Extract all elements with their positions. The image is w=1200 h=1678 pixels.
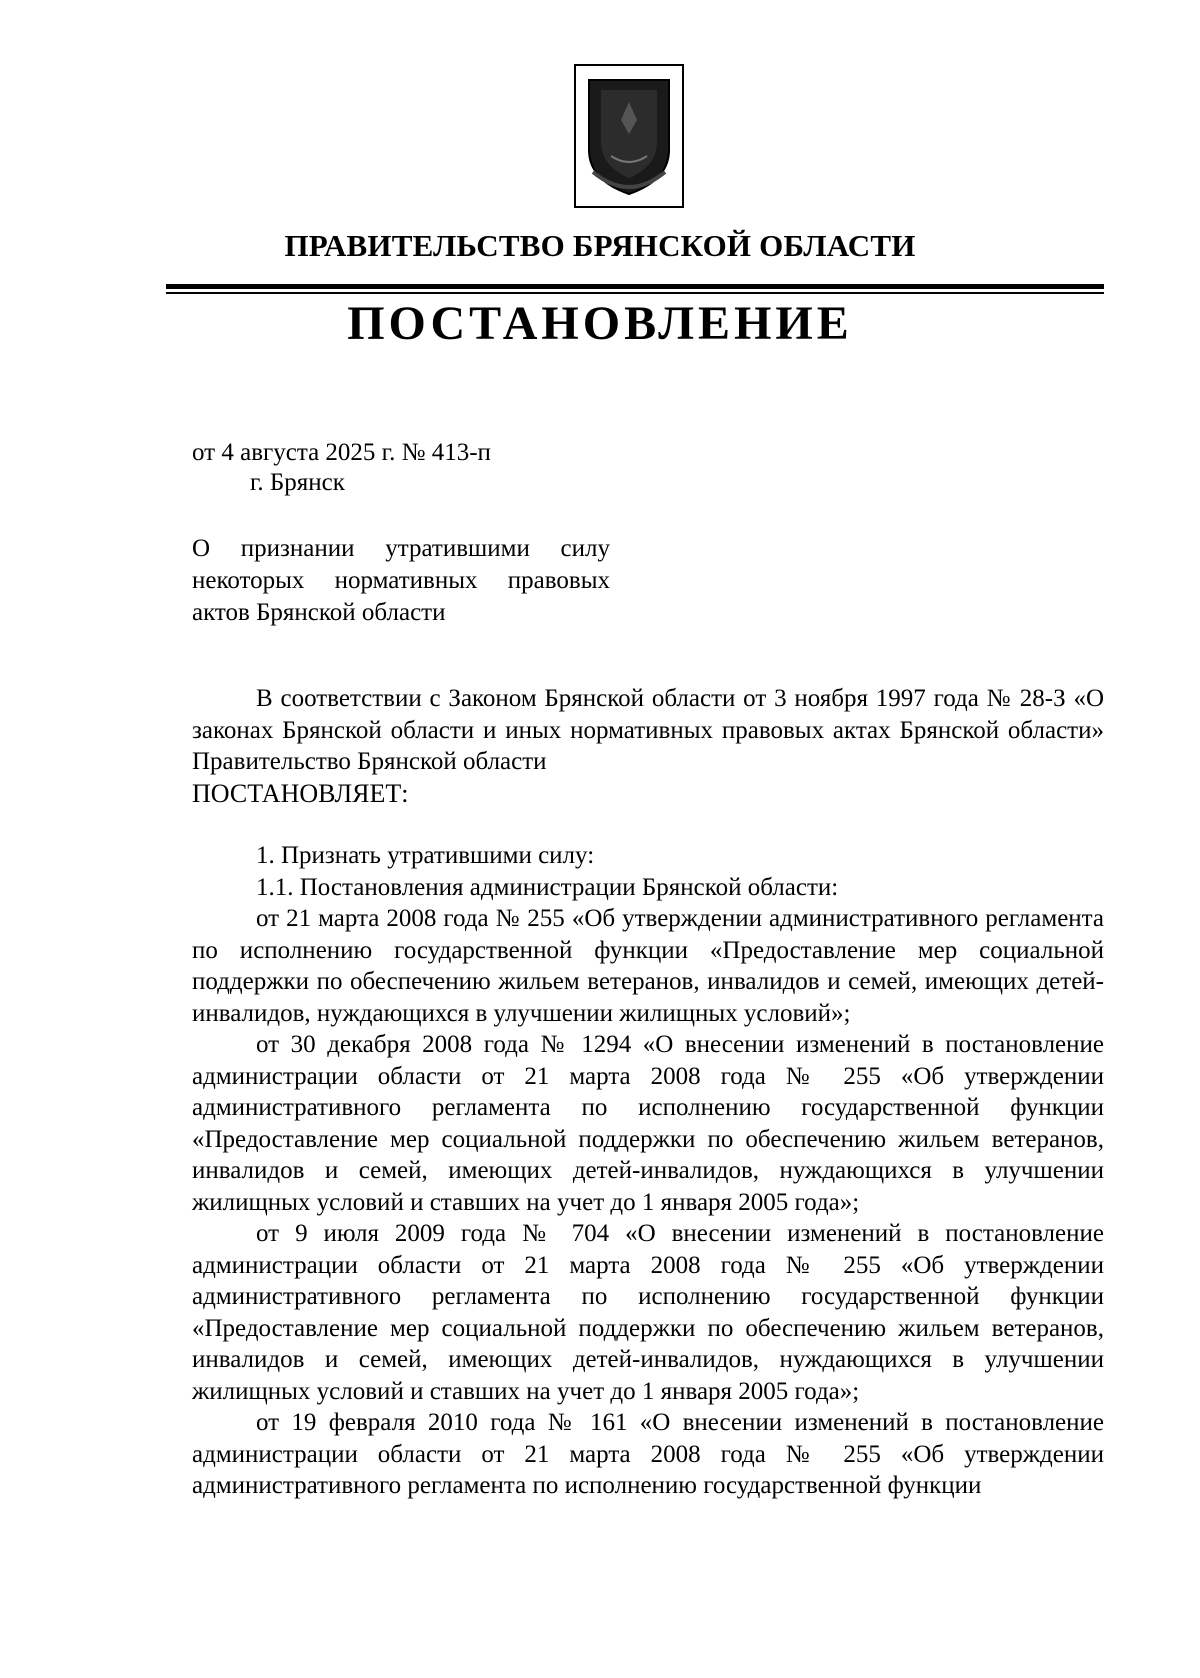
document-body (192, 683, 1104, 1502)
coat-of-arms-emblem (574, 64, 684, 208)
body-paragraph: 1.1. Постановления администрации Брянской области: (256, 873, 839, 901)
body-paragraph: от 21 марта 2008 года № 255 «Об утверждении административного регламента по исполнению государственной функции «Предоставление мер социальной поддержки по обеспечению жильем ветеранов, инвалидов и семей, имеющих детей-инвалидов, нуждающихся в улучшении жилищных условий»; (192, 905, 1104, 1027)
subject-line: О признании утратившими силу (192, 535, 610, 562)
body-paragraph: 1. Признать утратившими силу: (256, 842, 595, 869)
header-rule-thick (166, 284, 1104, 289)
preamble-paragraph: В соответствии с Законом Брянской области от 3 ноября 1997 года № 28-З «О законах Брянской области и иных нормативных правовых актах Брянской области» Правительство Брянской области (192, 685, 1104, 775)
city: г. Брянск (250, 469, 345, 496)
date-and-number: от 4 августа 2025 г. № 413-п (192, 439, 491, 466)
subject-line: некоторых нормативных правовых (192, 567, 610, 594)
body-paragraph: от 30 декабря 2008 года № 1294 «О внесении изменений в постановление администрации области от 21 марта 2008 года № 255 «Об утверждении административного регламента по исполнению государственной функции «Предоставление мер социальной поддержки по обеспечению жильем ветеранов, инвалидов и семей, имеющих детей-инвалидов, нуждающихся в улучшении жилищных условий и ставших на учет до 1 января 2005 года»; (192, 1031, 1104, 1216)
body-paragraph: от 19 февраля 2010 года № 161 «О внесении изменений в постановление администрации области от 21 марта 2008 года № 255 «Об утверждении административного регламента по исполнению государственной функции (192, 1409, 1104, 1499)
header-rule-thin (166, 292, 1104, 294)
coat-of-arms-icon (581, 72, 677, 200)
document-type-title: ПОСТАНОВЛЕНИЕ (347, 297, 853, 350)
subject-line: актов Брянской области (192, 599, 446, 626)
document-subject (192, 533, 610, 629)
decree-word: ПОСТАНОВЛЯЕТ: (192, 778, 409, 808)
body-paragraph: от 9 июля 2009 года № 704 «О внесении изменений в постановление администрации области от 21 марта 2008 года № 255 «Об утверждении административного регламента по исполнению государственной функции «Предоставление мер социальной поддержки по обеспечению жильем ветеранов, инвалидов и семей, имеющих детей-инвалидов, нуждающихся в улучшении жилищных условий и ставших на учет до 1 января 2005 года»; (192, 1220, 1104, 1405)
document-meta (192, 438, 491, 498)
government-name: ПРАВИТЕЛЬСТВО БРЯНСКОЙ ОБЛАСТИ (284, 228, 916, 263)
